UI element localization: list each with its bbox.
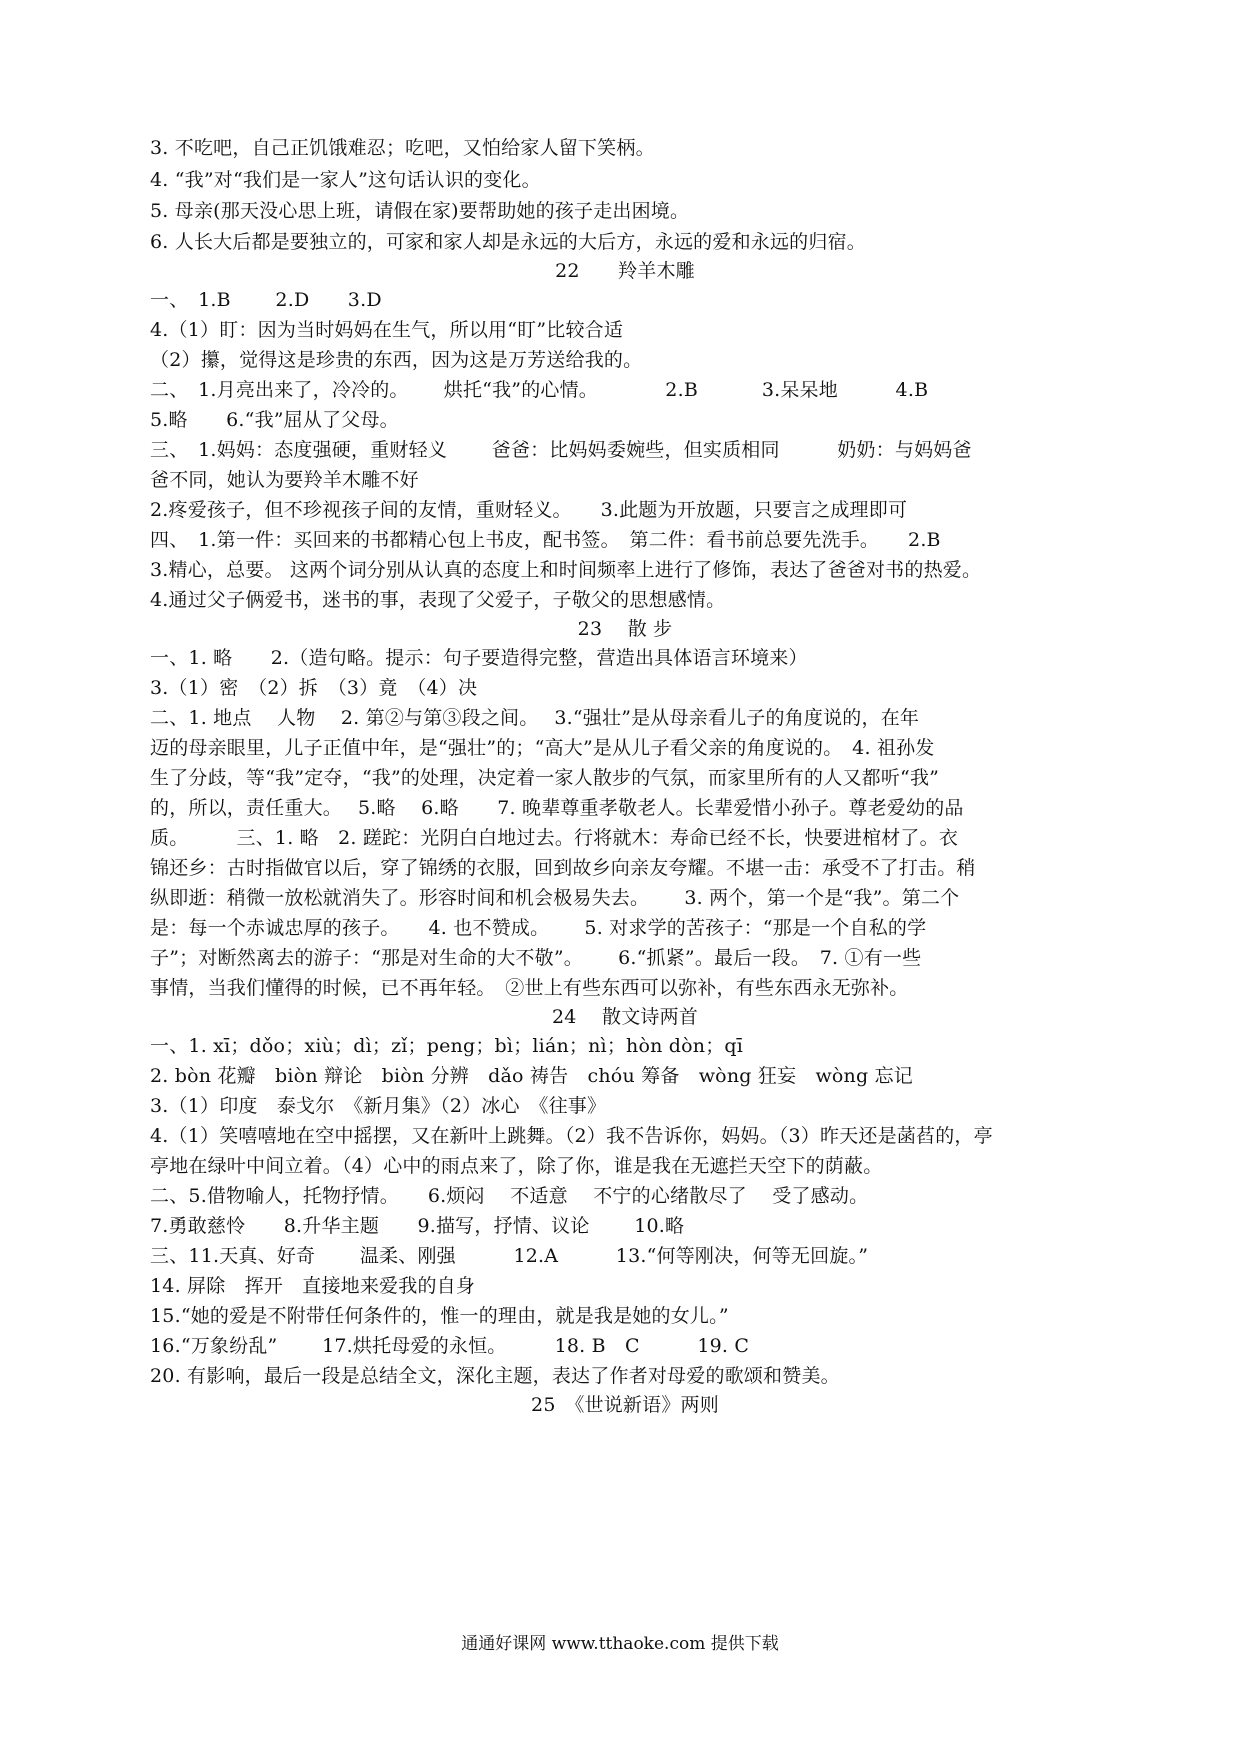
answer-line: 纵即逝：稍微一放松就消失了。形容时间和机会极易失去。 3. 两个，第一个是“我”。第二个 — [150, 887, 960, 909]
answer-line: 20. 有影响，最后一段是总结全文，深化主题，表达了作者对母爱的歌颂和赞美。 — [150, 1365, 840, 1387]
answer-line: 4.（1）笑嘻嘻地在空中摇摆，又在新叶上跳舞。（2）我不告诉你，妈妈。（3）昨天还是菡萏的，亭 — [150, 1125, 993, 1147]
answer-line: 一、 1.B 2.D 3.D — [150, 289, 382, 311]
section-heading: 25 《世说新语》两则 — [531, 1394, 719, 1416]
answer-line: 四、 1.第一件：买回来的书都精心包上书皮，配书签。 第二件：看书前总要先洗手。 2.B — [150, 529, 941, 551]
answer-line: 6. 人长大后都是要独立的，可家和家人却是永远的大后方，永远的爱和永远的归宿。 — [150, 231, 866, 253]
answer-line: 16.“万象纷乱” 17.烘托母爱的永恒。 18. B C 19. C — [150, 1335, 750, 1357]
answer-line: 15.“她的爱是不附带任何条件的，惟一的理由，就是我是她的女儿。” — [150, 1305, 729, 1327]
answer-line: 3.（1）印度 泰戈尔 《新月集》（2）冰心 《往事》 — [150, 1095, 607, 1117]
answer-line: 锦还乡：古时指做官以后，穿了锦绣的衣服，回到故乡向亲友夸耀。不堪一击：承受不了打击。稍 — [150, 857, 976, 879]
answer-line: 质。 三、1. 略 2. 蹉跎：光阴白白地过去。行将就木：寿命已经不长，快要进棺材了。衣 — [150, 827, 959, 849]
answer-line: 2. bòn 花瓣 biòn 辩论 biòn 分辨 dǎo 祷告 chóu 筹备 wòng 狂妄 wòng 忘记 — [150, 1065, 913, 1087]
answer-line: 二、 1.月亮出来了，冷冷的。 烘托“我”的心情。 2.B 3.呆呆地 4.B — [150, 379, 929, 401]
answer-line: 事情，当我们懂得的时候，已不再年轻。 ②世上有些东西可以弥补，有些东西永无弥补。 — [150, 977, 909, 999]
answer-line: 3. 不吃吧，自己正饥饿难忍；吃吧，又怕给家人留下笑柄。 — [150, 137, 655, 159]
answer-line: 4. “我”对“我们是一家人”这句话认识的变化。 — [150, 169, 541, 191]
answer-line: 2.疼爱孩子，但不珍视孩子间的友情，重财轻义。 3.此题为开放题，只要言之成理即可 — [150, 499, 908, 521]
answer-line: 一、1. 略 2.（造句略。提示：句子要造得完整，营造出具体语言环境来） — [150, 647, 808, 669]
answer-line: 14. 屏除 挥开 直接地来爱我的自身 — [150, 1275, 476, 1297]
answer-line: 的，所以，责任重大。 5.略 6.略 7. 晚辈尊重孝敬老人。长辈爱惜小孙子。尊老爱幼的品 — [150, 797, 964, 819]
answer-line: 亭地在绿叶中间立着。（4）心中的雨点来了，除了你，谁是我在无遮拦天空下的荫蔽。 — [150, 1155, 883, 1177]
answer-line: 是：每一个赤诚忠厚的孩子。 4. 也不赞成。 5. 对求学的苦孩子：“那是一个自私的学 — [150, 917, 927, 939]
answer-line: 二、1. 地点 人物 2. 第②与第③段之间。 3.“强壮”是从母亲看儿子的角度说的，在年 — [150, 707, 920, 729]
answer-line: 迈的母亲眼里，儿子正值中年，是“强壮”的；“高大”是从儿子看父亲的角度说的。 4. 祖孙发 — [150, 737, 935, 759]
answer-line: 5. 母亲(那天没心思上班，请假在家)要帮助她的孩子走出困境。 — [150, 200, 690, 222]
answer-line: 爸不同，她认为要羚羊木雕不好 — [150, 469, 419, 491]
answer-line: 三、11.天真、好奇 温柔、刚强 12.A 13.“何等刚决，何等无回旋。” — [150, 1245, 869, 1267]
answer-line: 7.勇敢慈怜 8.升华主题 9.描写，抒情、议论 10.略 — [150, 1215, 685, 1237]
section-heading: 24 散文诗两首 — [551, 1006, 699, 1028]
answer-line: （2）攥，觉得这是珍贵的东西，因为这是万芳送给我的。 — [150, 349, 643, 371]
section-heading: 23 散 步 — [577, 618, 673, 640]
answer-line: 4.（1）盯：因为当时妈妈在生气，所以用“盯”比较合适 — [150, 319, 624, 341]
answer-line: 5.略 6.“我”屈从了父母。 — [150, 409, 399, 431]
page-footer: 通通好课网 www.tthaoke.com 提供下载 — [461, 1634, 779, 1654]
answer-line: 3.（1）密 （2）拆 （3）竟 （4）决 — [150, 677, 478, 699]
answer-line: 二、5.借物喻人，托物抒情。 6.烦闷 不适意 不宁的心绪散尽了 受了感动。 — [150, 1185, 869, 1207]
answer-line: 生了分歧，等“我”定夺，“我”的处理，决定着一家人散步的气氛，而家里所有的人又都听“我” — [150, 767, 940, 789]
answer-line: 子”；对断然离去的游子：“那是对生命的大不敬”。 6.“抓紧”。最后一段。 7. ①有一些 — [150, 947, 922, 969]
section-heading: 22 羚羊木雕 — [555, 260, 695, 282]
answer-line: 三、 1.妈妈：态度强硬，重财轻义 爸爸：比妈妈委婉些，但实质相同 奶奶：与妈妈爸 — [150, 439, 972, 461]
answer-line: 一、1. xī；dǒo；xiù；dì；zǐ；peng；bì；lián；nì；hòn dòn；qī — [150, 1035, 744, 1057]
answer-line: 4.通过父子俩爱书，迷书的事，表现了父爱子，子敬父的思想感情。 — [150, 589, 726, 611]
answer-line: 3.精心，总要。 这两个词分别从认真的态度上和时间频率上进行了修饰，表达了爸爸对书的热爱。 — [150, 559, 982, 581]
